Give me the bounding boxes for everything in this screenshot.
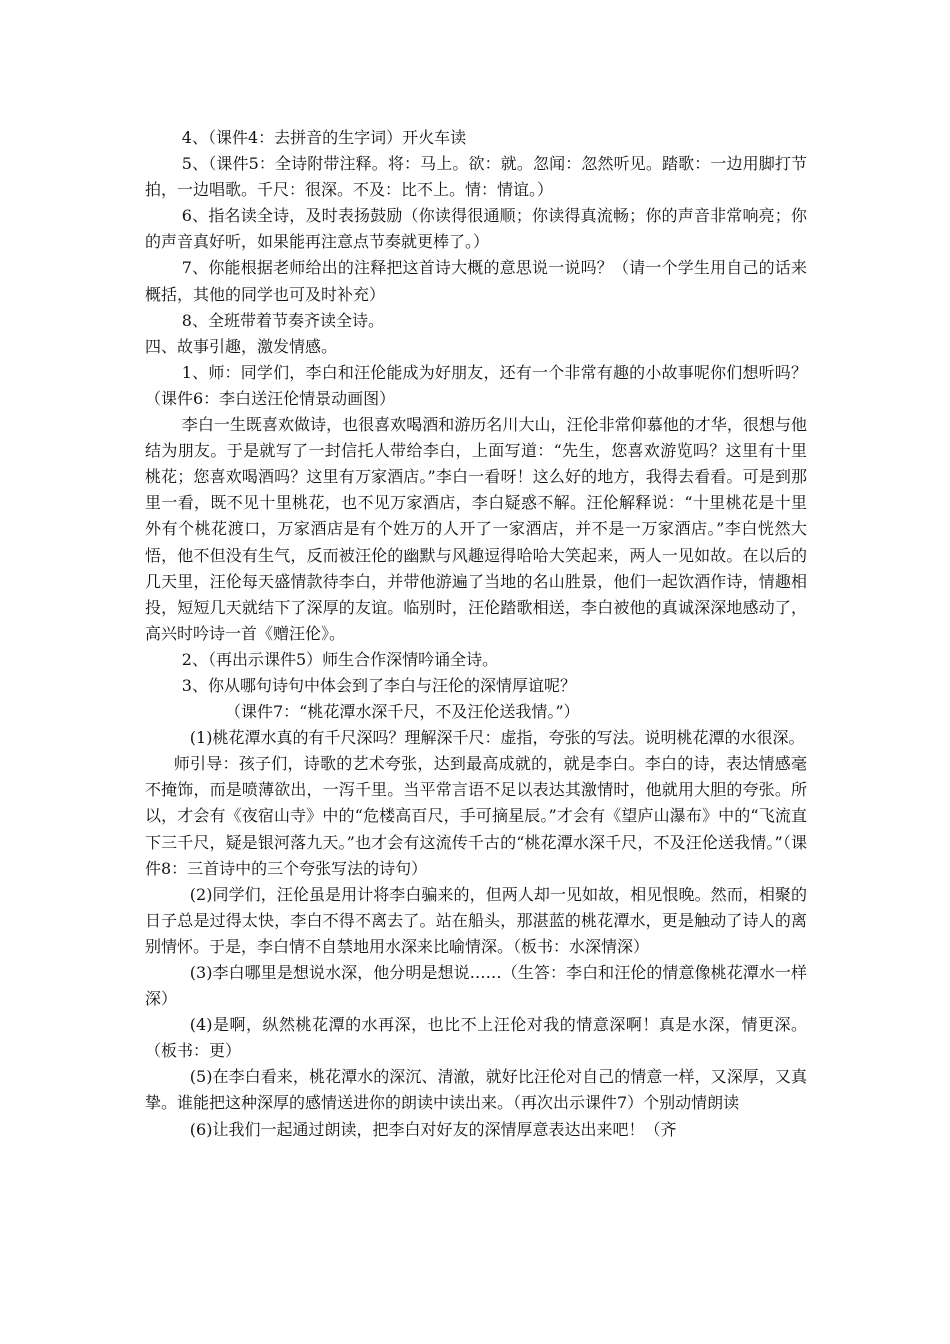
paragraph-point-3: (3)李白哪里是想说水深，他分明是想说……（生答：李白和汪伦的情意像桃花潭水一样深） [145,963,807,1009]
paragraph-point-6: (6)让我们一起通过朗读，把李白对好友的深情厚意表达出来吧！（齐 [189,1119,677,1139]
section-heading-4: 四、故事引趣，激发情感。 [145,336,338,356]
paragraph-step-7: 7、你能根据老师给出的注释把这首诗大概的意思说一说吗？（请一个学生用自己的话来概括，其他的同学也可及时补充） [145,258,807,304]
paragraph-point-5: (5)在李白看来，桃花潭水的深沉、清澈，就好比汪伦对自己的情意一样，又深厚，又真挚。谁能把这种深厚的感情送进你的朗读中读出来。（再次出示课件7）个别动情朗读 [145,1067,807,1113]
paragraph-story-2: 2、（再出示课件5）师生合作深情吟诵全诗。 [181,649,499,669]
paragraph-courseware-7: （课件7：“桃花潭水深千尺，不及汪伦送我情。”） [225,702,580,722]
paragraph-story-text: 李白一生既喜欢做诗，也很喜欢喝酒和游历名川大山，汪伦非常仰慕他的才华，很想与他结为朋友。于是就写了一封信托人带给李白，上面写道：“先生，您喜欢游览吗？这里有十里桃花；您喜欢喝酒吗？这里有万家酒店。”李白一看呀！这么好的地方，我得去看看。可是到那里一看，既不见十里桃花，也不见万家酒店，李白疑惑不解。汪伦解释说：“十里桃花是十里外有个桃花渡口，万家酒店是有个姓万的人开了一家酒店，并不是一万家酒店。”李白恍然大悟，他不但没有生气，反而被汪伦的幽默与风趣逗得哈哈大笑起来，两人一见如故。在以后的几天里，汪伦每天盛情款待李白，并带他游遍了当地的名山胜景，他们一起饮酒作诗，情趣相投，短短几天就结下了深厚的友谊。临别时，汪伦踏歌相送，李白被他的真诚深深地感动了，高兴时吟诗一首《赠汪伦》。 [145,415,807,643]
paragraph-step-5: 5、（课件5：全诗附带注释。将：马上。欲：就。忽闻：忽然听见。踏歌：一边用脚打节拍，一边唱歌。千尺：很深。不及：比不上。情：情谊。） [145,154,807,200]
paragraph-story-1: 1、师：同学们，李白和汪伦能成为好朋友，还有一个非常有趣的小故事呢你们想听吗？（课件6：李白送汪伦情景动画图） [145,362,807,408]
paragraph-point-4: (4)是啊，纵然桃花潭的水再深，也比不上汪伦对我的情意深啊！真是水深，情更深。（板书：更） [145,1015,807,1061]
paragraph-point-1: (1)桃花潭水真的有千尺深吗？理解深千尺：虚指，夸张的写法。说明桃花潭的水很深。 [189,728,805,748]
document-body [145,125,807,1143]
paragraph-step-4: 4、（课件4：去拼音的生字词）开火车读 [181,128,467,147]
paragraph-point-2: (2)同学们，汪伦虽是用计将李白骗来的，但两人却一见如故，相见恨晚。然而，相聚的日子总是过得太快，李白不得不离去了。站在船头，那湛蓝的桃花潭水，更是触动了诗人的离别情怀。于是，李白情不自禁地用水深来比喻情深。（板书：水深情深） [145,884,807,956]
paragraph-step-6: 6、指名读全诗，及时表扬鼓励（你读得很通顺；你读得真流畅；你的声音非常响亮；你的声音真好听，如果能再注意点节奏就更棒了。） [145,206,807,252]
paragraph-story-3: 3、你从哪句诗句中体会到了李白与汪伦的深情厚谊呢？ [181,675,576,695]
paragraph-teacher-guide: 师引导：孩子们，诗歌的艺术夸张，达到最高成就的，就是李白。李白的诗，表达情感毫不掩饰，而是喷薄欲出，一泻千里。当平常言语不足以表达其激情时，他就用大胆的夸张。所以，才会有《夜宿山寺》中的“危楼高百尺，手可摘星辰。”才会有《望庐山瀑布》中的“飞流直下三千尺，疑是银河落九天。”也才会有这流传千古的“桃花潭水深千尺，不及汪伦送我情。”（课件8：三首诗中的三个夸张写法的诗句） [145,754,807,878]
paragraph-step-8: 8、全班带着节奏齐读全诗。 [181,310,384,330]
